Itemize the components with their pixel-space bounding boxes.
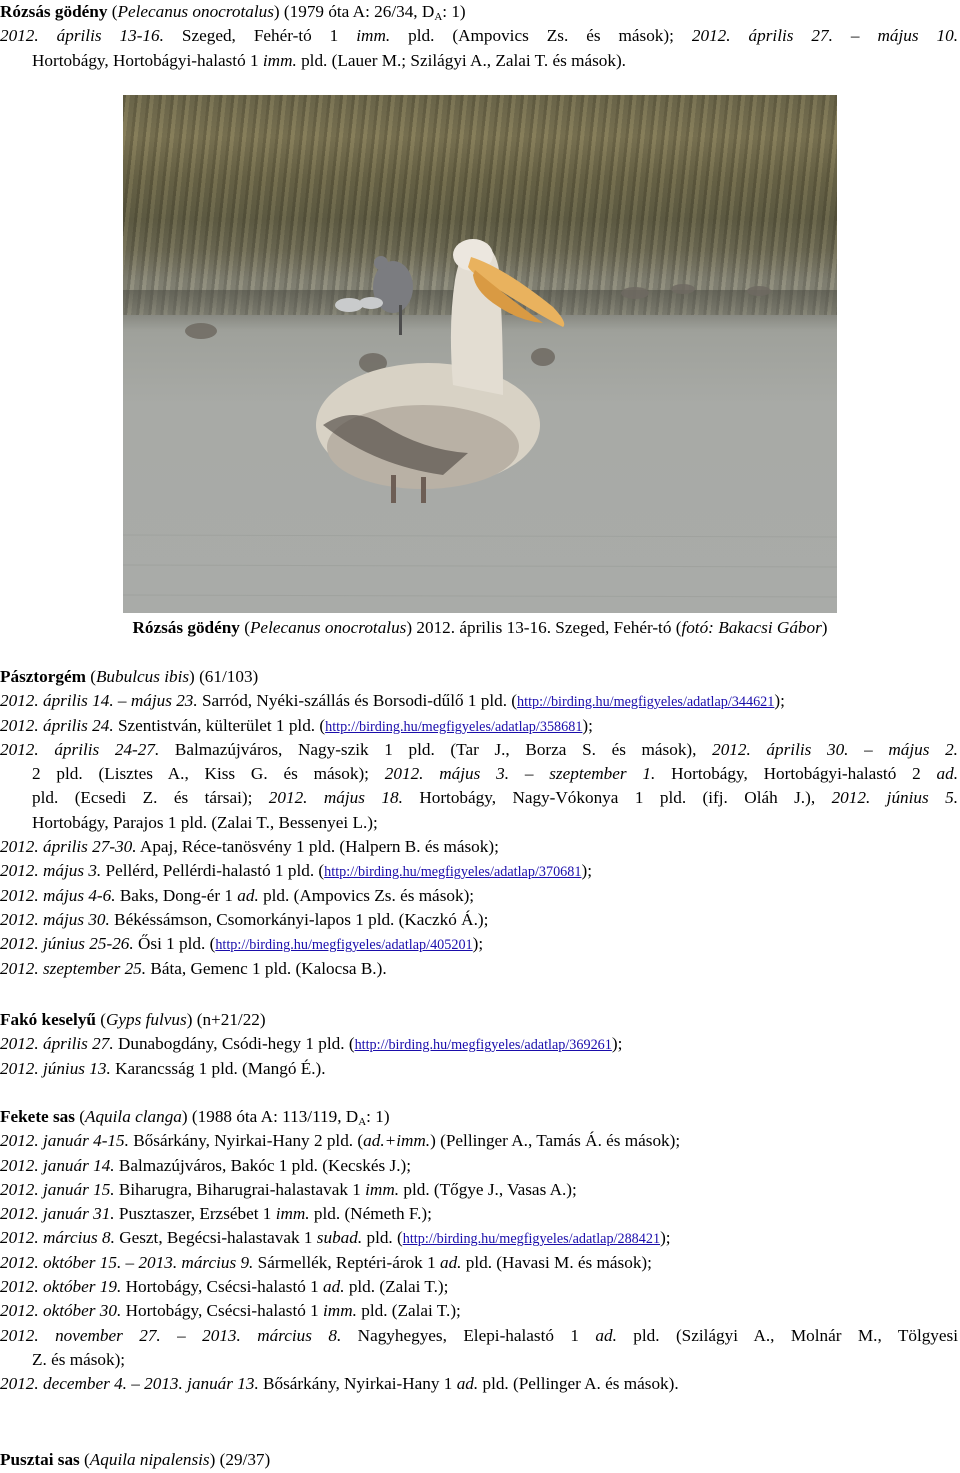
record-line: 2012. október 19. Hortobágy, Csécsi-halastó 1 ad. pld. (Zalai T.); <box>0 1277 449 1297</box>
record-line: Z. és mások); <box>32 1349 126 1369</box>
record-line: 2012. szeptember 25. Báta, Gemenc 1 pld. (Kalocsa B.). <box>0 958 387 978</box>
record-line: 2012. április 24. Szentistván, külterület 1 pld. (http://birding.hu/megfigyeles/adatlap/358681); <box>0 715 593 735</box>
record-link[interactable]: http://birding.hu/megfigyeles/adatlap/358681 <box>325 718 583 735</box>
record-line: 2 pld. (Lisztes A., Kiss G. és mások); 2012. május 3. – szeptember 1. Hortobágy, Hortobágyi-halastó 2 ad. <box>32 764 958 784</box>
record-line: 2012. január 15. Biharugra, Biharugrai-halastavak 1 imm. pld. (Tőgye J., Vasas A.); <box>0 1179 577 1199</box>
record-line: 2012. január 14. Balmazújváros, Bakóc 1 pld. (Kecskés J.); <box>0 1155 412 1175</box>
record-line: 2012. április 27. Dunabogdány, Csódi-hegy 1 pld. (http://birding.hu/megfigyeles/adatlap/369261); <box>0 1034 623 1054</box>
record-line: 2012. december 4. – 2013. január 13. Bősárkány, Nyirkai-Hany 1 ad. pld. (Pellinger A. és mások). <box>0 1374 679 1394</box>
record-line: Hortobágy, Hortobágyi-halastó 1 imm. pld. (Lauer M.; Szilágyi A., Zalai T. és mások). <box>32 50 626 70</box>
record-line: 2012. április 27-30. Apaj, Réce-tanösvény 1 pld. (Halpern B. és mások); <box>0 837 499 857</box>
record-line: 2012. június 25-26. Ősi 1 pld. (http://birding.hu/megfigyeles/adatlap/405201); <box>0 934 484 954</box>
record-line: 2012. április 14. – május 23. Sarród, Nyéki-szállás és Borsodi-dűlő 1 pld. (http://birding.hu/megfigyeles/adatlap/344621); <box>0 691 785 711</box>
record-line: 2012. április 13-16. Szeged, Fehér-tó 1 imm. pld. (Ampovics Zs. és mások); 2012. április 27. – május 10. <box>0 26 958 46</box>
species-heading: Fekete sas (Aquila clanga) (1988 óta A: 113/119, $D_A$: 1) <box>0 1107 390 1128</box>
record-line: 2012. június 13. Karancsság 1 pld. (Mangó É.). <box>0 1058 326 1078</box>
species-heading: Pusztai sas (Aquila nipalensis) (29/37) <box>0 1450 271 1469</box>
record-line: 2012. október 30. Hortobágy, Csécsi-halastó 1 imm. pld. (Zalai T.); <box>0 1301 461 1321</box>
photo-caption: Rózsás gödény (Pelecanus onocrotalus) 2012. április 13-16. Szeged, Fehér-tó (fotó: Bakacsi Gábor) <box>132 618 828 637</box>
pelican-record <box>0 0 958 73</box>
pelican-photo <box>123 95 837 613</box>
record-line: 2012. április 24-27. Balmazújváros, Nagy-szik 1 pld. (Tar J., Borza S. és mások), 2012. április 30. – május 2. <box>0 739 958 759</box>
vulture-record <box>0 1008 958 1081</box>
record-link[interactable]: http://birding.hu/megfigyeles/adatlap/370681 <box>324 864 582 881</box>
record-line: 2012. január 31. Pusztaszer, Erzsébet 1 imm. pld. (Németh F.); <box>0 1204 432 1224</box>
steppe-eagle-record <box>0 1448 958 1472</box>
record-line: 2012. január 4-15. Bősárkány, Nyirkai-Hany 2 pld. (ad.+imm.) (Pellinger A., Tamás Á. és mások); <box>0 1131 681 1151</box>
eagle-record <box>0 1105 958 1397</box>
record-line: pld. (Ecsedi Z. és társai); 2012. május 18. Hortobágy, Nagy-Vókonya 1 pld. (ifj. Oláh J.), 2012. június 5. <box>32 788 959 808</box>
egret-record <box>0 665 958 981</box>
record-line: 2012. május 30. Békéssámson, Csomorkányi-lapos 1 pld. (Kaczkó Á.); <box>0 909 489 929</box>
record-link[interactable]: http://birding.hu/megfigyeles/adatlap/288421 <box>402 1231 661 1248</box>
species-heading: Rózsás gödény (Pelecanus onocrotalus) (1979 óta A: 26/34, $D_A$: 1) <box>0 2 466 23</box>
pelican-illustration <box>123 95 837 613</box>
record-line: Hortobágy, Parajos 1 pld. (Zalai T., Bessenyei L.); <box>32 812 378 832</box>
record-link[interactable]: http://birding.hu/megfigyeles/adatlap/344621 <box>517 694 775 711</box>
record-line: 2012. november 27. – 2013. március 8. Nagyhegyes, Elepi-halastó 1 ad. pld. (Szilágyi A., Molnár M., Tölgyesi <box>0 1325 958 1345</box>
record-link[interactable]: http://birding.hu/megfigyeles/adatlap/405201 <box>215 937 473 954</box>
species-heading: Fakó keselyű (Gyps fulvus) (n+21/22) <box>0 1010 266 1029</box>
species-heading: Pásztorgém (Bubulcus ibis) (61/103) <box>0 667 259 686</box>
record-line: 2012. október 15. – 2013. március 9. Sármellék, Reptéri-árok 1 ad. pld. (Havasi M. és mások); <box>0 1252 652 1272</box>
record-line: 2012. május 3. Pellérd, Pellérdi-halastó 1 pld. (http://birding.hu/megfigyeles/adatlap/370681); <box>0 861 592 881</box>
record-line: 2012. március 8. Geszt, Begécsi-halastavak 1 subad. pld. (http://birding.hu/megfigyeles/adatlap/288421); <box>0 1228 671 1248</box>
record-link[interactable]: http://birding.hu/megfigyeles/adatlap/369261 <box>354 1037 612 1054</box>
record-line: 2012. május 4-6. Baks, Dong-ér 1 ad. pld. (Ampovics Zs. és mások); <box>0 885 475 905</box>
